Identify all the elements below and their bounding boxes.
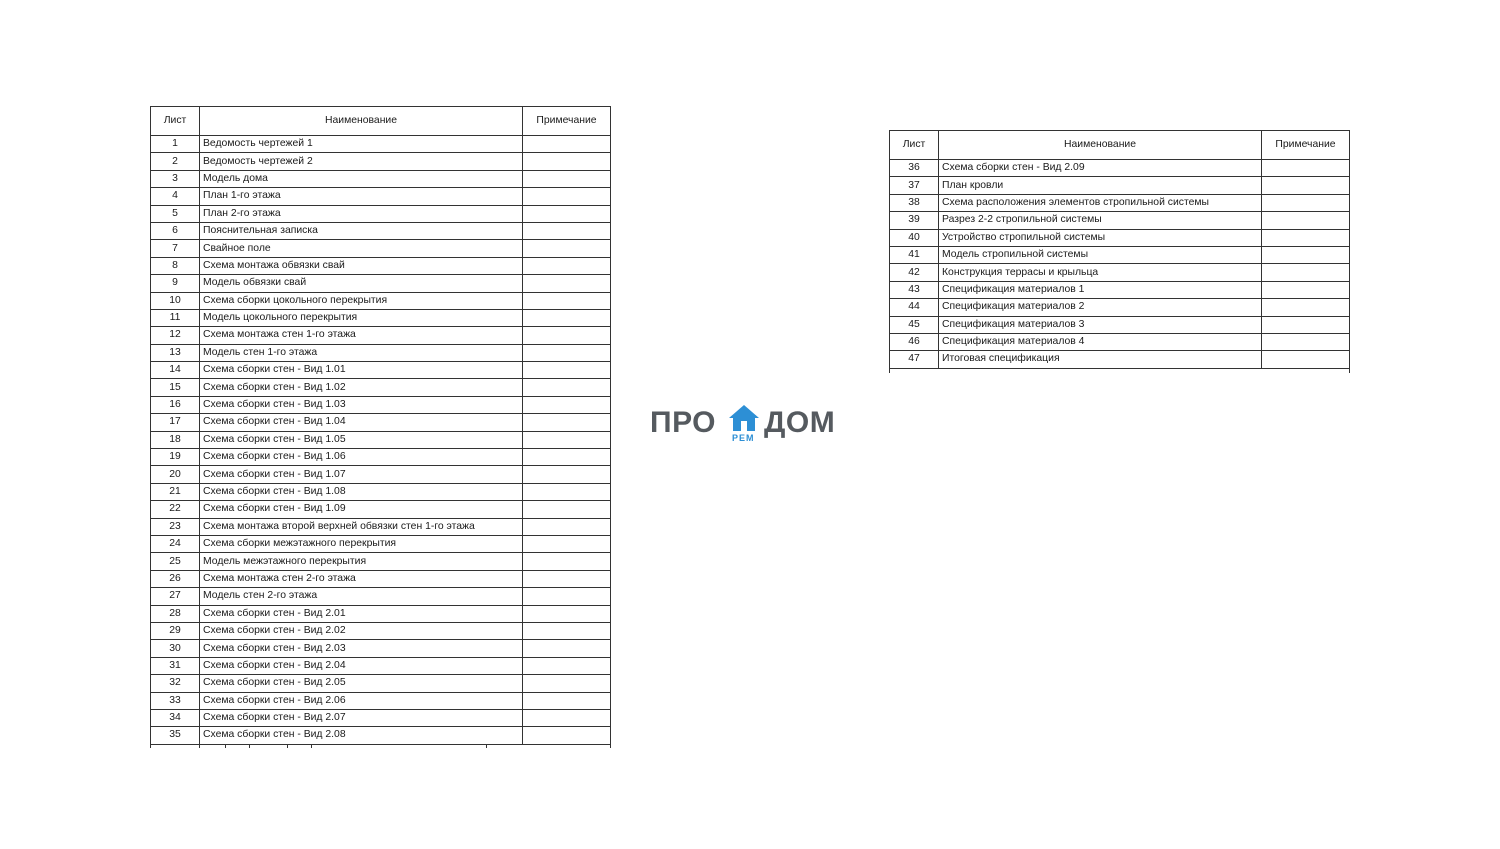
table-row xyxy=(151,535,611,552)
logo-text-pro: ПРО xyxy=(650,406,717,439)
note-cell xyxy=(1262,333,1350,350)
table-row xyxy=(151,257,611,274)
note-cell xyxy=(523,188,611,205)
table-row xyxy=(151,292,611,309)
table-row xyxy=(151,570,611,587)
table-row xyxy=(151,188,611,205)
table-row xyxy=(151,344,611,361)
note-cell xyxy=(1262,229,1350,246)
drawing-name: Схема сборки стен - Вид 2.01 xyxy=(200,605,523,622)
note-cell xyxy=(523,222,611,239)
drawing-name: Схема сборки стен - Вид 1.05 xyxy=(200,431,523,448)
table-continuation-edge xyxy=(889,369,1350,373)
header-note: Примечание xyxy=(1262,131,1350,160)
sheet-number: 3 xyxy=(151,170,200,187)
sheet-number: 41 xyxy=(890,246,939,263)
sheet-number: 28 xyxy=(151,605,200,622)
table-row xyxy=(890,160,1350,177)
house-icon xyxy=(728,404,760,432)
table-continuation-edge xyxy=(150,744,611,748)
note-cell xyxy=(523,535,611,552)
table-row xyxy=(151,483,611,500)
table-row xyxy=(151,518,611,535)
note-cell xyxy=(523,136,611,153)
note-cell xyxy=(523,692,611,709)
sheet-number: 11 xyxy=(151,309,200,326)
note-cell xyxy=(1262,177,1350,194)
note-cell xyxy=(1262,194,1350,211)
sheet-number: 21 xyxy=(151,483,200,500)
note-cell xyxy=(523,362,611,379)
table-row xyxy=(151,153,611,170)
table-row xyxy=(151,553,611,570)
note-cell xyxy=(523,518,611,535)
sheet-number: 13 xyxy=(151,344,200,361)
sheet-number: 6 xyxy=(151,222,200,239)
sheet-number: 42 xyxy=(890,264,939,281)
note-cell xyxy=(1262,316,1350,333)
sheet-number: 5 xyxy=(151,205,200,222)
note-cell xyxy=(1262,264,1350,281)
note-cell xyxy=(523,588,611,605)
sheet-number: 8 xyxy=(151,257,200,274)
table-row xyxy=(151,692,611,709)
note-cell xyxy=(523,396,611,413)
sheet-number: 2 xyxy=(151,153,200,170)
header-sheet: Лист xyxy=(890,131,939,160)
table-row xyxy=(151,222,611,239)
sheet-number: 20 xyxy=(151,466,200,483)
sheet-number: 47 xyxy=(890,351,939,368)
drawing-name: Спецификация материалов 3 xyxy=(939,316,1262,333)
logo-text-dom: ДОМ xyxy=(764,406,836,439)
drawing-name: Схема сборки стен - Вид 1.07 xyxy=(200,466,523,483)
note-cell xyxy=(523,292,611,309)
drawing-name: План 1-го этажа xyxy=(200,188,523,205)
table-row xyxy=(151,431,611,448)
drawing-name: Пояснительная записка xyxy=(200,222,523,239)
note-cell xyxy=(523,483,611,500)
note-cell xyxy=(523,501,611,518)
table-row xyxy=(151,309,611,326)
drawing-list-table-right xyxy=(889,130,1350,369)
sheet-number: 27 xyxy=(151,588,200,605)
note-cell xyxy=(523,709,611,726)
drawing-name: Схема монтажа стен 1-го этажа xyxy=(200,327,523,344)
table-row xyxy=(151,622,611,639)
note-cell xyxy=(523,466,611,483)
drawing-name: Схема сборки стен - Вид 2.04 xyxy=(200,657,523,674)
drawing-name: Свайное поле xyxy=(200,240,523,257)
note-cell xyxy=(523,205,611,222)
note-cell xyxy=(1262,160,1350,177)
sheet-number: 17 xyxy=(151,414,200,431)
note-cell xyxy=(523,622,611,639)
drawing-name: Схема сборки стен - Вид 1.03 xyxy=(200,396,523,413)
table-row xyxy=(890,351,1350,368)
sheet-number: 43 xyxy=(890,281,939,298)
drawing-name: Схема сборки цокольного перекрытия xyxy=(200,292,523,309)
drawing-name: Схема сборки стен - Вид 2.02 xyxy=(200,622,523,639)
table-row xyxy=(890,281,1350,298)
note-cell xyxy=(523,327,611,344)
sheet-number: 19 xyxy=(151,449,200,466)
drawing-name: Ведомость чертежей 2 xyxy=(200,153,523,170)
header-name: Наименование xyxy=(200,107,523,136)
drawing-name: Схема сборки стен - Вид 1.02 xyxy=(200,379,523,396)
sheet-number: 36 xyxy=(890,160,939,177)
drawing-list-table-left xyxy=(150,106,611,745)
note-cell xyxy=(523,431,611,448)
drawing-name: Модель стропильной системы xyxy=(939,246,1262,263)
sheet-number: 33 xyxy=(151,692,200,709)
header-name: Наименование xyxy=(939,131,1262,160)
sheet-number: 39 xyxy=(890,212,939,229)
sheet-number: 23 xyxy=(151,518,200,535)
header-note: Примечание xyxy=(523,107,611,136)
table-row xyxy=(890,316,1350,333)
sheet-number: 16 xyxy=(151,396,200,413)
table-header-row xyxy=(890,131,1350,160)
table-row xyxy=(890,177,1350,194)
note-cell xyxy=(523,309,611,326)
table-row xyxy=(151,709,611,726)
drawing-name: План кровли xyxy=(939,177,1262,194)
note-cell xyxy=(1262,246,1350,263)
drawing-name: Схема монтажа второй верхней обвязки стен 1-го этажа xyxy=(200,518,523,535)
drawing-name: Модель обвязки свай xyxy=(200,275,523,292)
table-header-row xyxy=(151,107,611,136)
drawing-name: Устройство стропильной системы xyxy=(939,229,1262,246)
table-row xyxy=(151,501,611,518)
note-cell xyxy=(1262,351,1350,368)
table-row xyxy=(151,136,611,153)
drawing-name: Схема сборки стен - Вид 2.03 xyxy=(200,640,523,657)
sheet-number: 46 xyxy=(890,333,939,350)
drawing-name: Конструкция террасы и крыльца xyxy=(939,264,1262,281)
table-row xyxy=(151,727,611,744)
drawing-name: Схема расположения элементов стропильной системы xyxy=(939,194,1262,211)
table-row xyxy=(151,449,611,466)
drawing-name: Ведомость чертежей 1 xyxy=(200,136,523,153)
drawing-name: Модель межэтажного перекрытия xyxy=(200,553,523,570)
sheet-number: 9 xyxy=(151,275,200,292)
sheet-number: 1 xyxy=(151,136,200,153)
note-cell xyxy=(523,727,611,744)
note-cell xyxy=(523,657,611,674)
table-row xyxy=(151,675,611,692)
drawing-name: Схема сборки стен - Вид 1.08 xyxy=(200,483,523,500)
note-cell xyxy=(523,275,611,292)
note-cell xyxy=(523,675,611,692)
drawing-name: Схема сборки стен - Вид 1.04 xyxy=(200,414,523,431)
sheet-number: 37 xyxy=(890,177,939,194)
table-row xyxy=(890,333,1350,350)
note-cell xyxy=(523,640,611,657)
sheet-number: 22 xyxy=(151,501,200,518)
sheet-number: 7 xyxy=(151,240,200,257)
table-row xyxy=(151,170,611,187)
drawing-name: Схема сборки стен - Вид 2.06 xyxy=(200,692,523,709)
sheet-number: 15 xyxy=(151,379,200,396)
drawing-name: Модель стен 2-го этажа xyxy=(200,588,523,605)
table-row xyxy=(151,414,611,431)
table-row xyxy=(151,240,611,257)
sheet-number: 24 xyxy=(151,535,200,552)
drawing-name: Схема сборки стен - Вид 2.09 xyxy=(939,160,1262,177)
table-row xyxy=(151,605,611,622)
sheet-number: 38 xyxy=(890,194,939,211)
sheet-number: 10 xyxy=(151,292,200,309)
table-row xyxy=(151,205,611,222)
sheet-number: 45 xyxy=(890,316,939,333)
table-row xyxy=(890,229,1350,246)
note-cell xyxy=(523,414,611,431)
drawing-name: Итоговая спецификация xyxy=(939,351,1262,368)
note-cell xyxy=(523,257,611,274)
sheet-number: 40 xyxy=(890,229,939,246)
drawing-name: Схема монтажа стен 2-го этажа xyxy=(200,570,523,587)
sheet-number: 12 xyxy=(151,327,200,344)
sheet-number: 26 xyxy=(151,570,200,587)
table-row xyxy=(890,246,1350,263)
drawing-name: Схема сборки стен - Вид 2.08 xyxy=(200,727,523,744)
table-row xyxy=(890,299,1350,316)
sheet-number: 31 xyxy=(151,657,200,674)
sheet-number: 44 xyxy=(890,299,939,316)
header-sheet: Лист xyxy=(151,107,200,136)
table-row xyxy=(890,212,1350,229)
table-row xyxy=(151,466,611,483)
sheet-number: 30 xyxy=(151,640,200,657)
drawing-name: Разрез 2-2 стропильной системы xyxy=(939,212,1262,229)
note-cell xyxy=(523,570,611,587)
note-cell xyxy=(1262,299,1350,316)
drawing-name: Схема сборки стен - Вид 1.09 xyxy=(200,501,523,518)
sheet-number: 25 xyxy=(151,553,200,570)
note-cell xyxy=(1262,281,1350,298)
table-row xyxy=(151,588,611,605)
logo-subtext: РЕМ xyxy=(732,433,755,443)
drawing-name: Модель цокольного перекрытия xyxy=(200,309,523,326)
drawing-name: Схема сборки стен - Вид 1.01 xyxy=(200,362,523,379)
table-row xyxy=(151,640,611,657)
sheet-number: 34 xyxy=(151,709,200,726)
table-row xyxy=(151,379,611,396)
table-row xyxy=(151,327,611,344)
note-cell xyxy=(1262,212,1350,229)
table-row xyxy=(151,275,611,292)
drawing-name: Схема сборки стен - Вид 2.05 xyxy=(200,675,523,692)
note-cell xyxy=(523,553,611,570)
note-cell xyxy=(523,240,611,257)
table-row xyxy=(890,264,1350,281)
sheet-number: 29 xyxy=(151,622,200,639)
table-row xyxy=(890,194,1350,211)
drawing-name: Схема сборки межэтажного перекрытия xyxy=(200,535,523,552)
drawing-name: Схема сборки стен - Вид 1.06 xyxy=(200,449,523,466)
drawing-name: Модель дома xyxy=(200,170,523,187)
sheet-number: 35 xyxy=(151,727,200,744)
drawing-name: Схема сборки стен - Вид 2.07 xyxy=(200,709,523,726)
sheet-number: 32 xyxy=(151,675,200,692)
brand-logo xyxy=(650,404,850,444)
table-row xyxy=(151,396,611,413)
drawing-name: План 2-го этажа xyxy=(200,205,523,222)
drawing-name: Спецификация материалов 1 xyxy=(939,281,1262,298)
note-cell xyxy=(523,344,611,361)
table-row xyxy=(151,362,611,379)
drawing-name: Спецификация материалов 4 xyxy=(939,333,1262,350)
note-cell xyxy=(523,379,611,396)
note-cell xyxy=(523,170,611,187)
note-cell xyxy=(523,605,611,622)
drawing-name: Спецификация материалов 2 xyxy=(939,299,1262,316)
table-row xyxy=(151,657,611,674)
sheet-number: 4 xyxy=(151,188,200,205)
sheet-number: 18 xyxy=(151,431,200,448)
note-cell xyxy=(523,153,611,170)
note-cell xyxy=(523,449,611,466)
sheet-number: 14 xyxy=(151,362,200,379)
drawing-name: Схема монтажа обвязки свай xyxy=(200,257,523,274)
drawing-name: Модель стен 1-го этажа xyxy=(200,344,523,361)
